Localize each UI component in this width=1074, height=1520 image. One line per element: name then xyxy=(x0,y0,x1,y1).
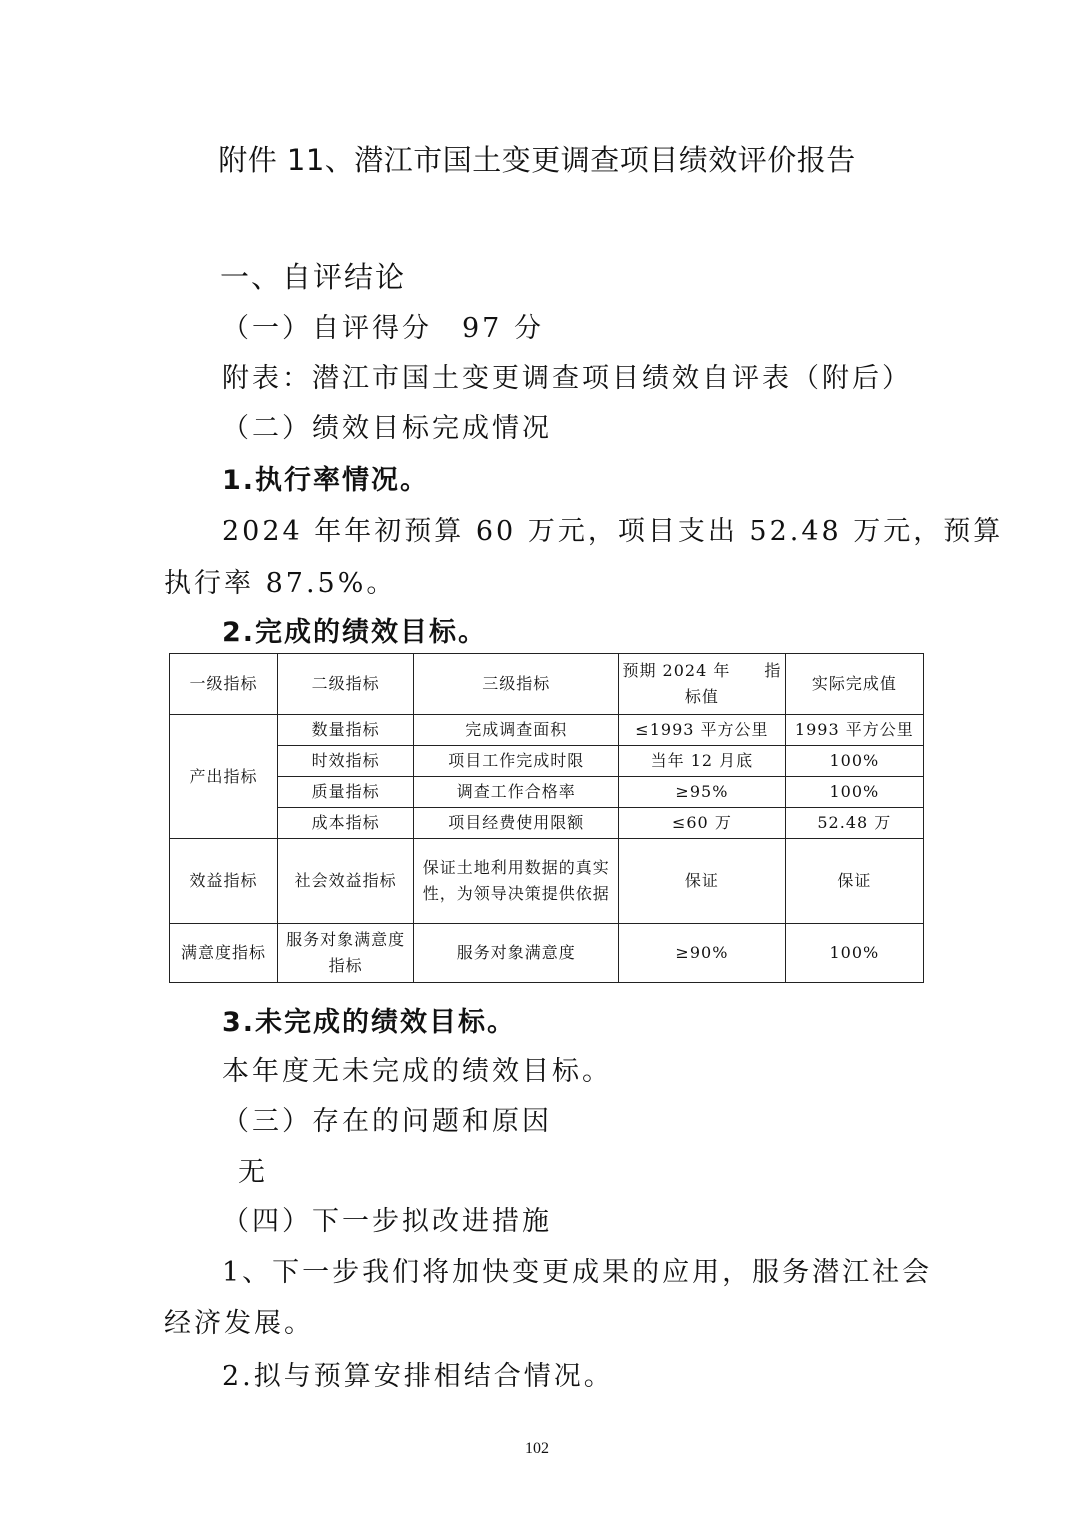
self-score-line: （一）自评得分 97 分 xyxy=(222,313,544,344)
cell-target: 保证 xyxy=(619,839,786,924)
cell-level2: 时效指标 xyxy=(278,746,414,777)
cell-target: ≥90% xyxy=(619,924,786,983)
table-row xyxy=(170,839,924,924)
cell-target: 当年 12 月底 xyxy=(619,746,786,777)
subsection-improvements: （四）下一步拟改进措施 xyxy=(222,1206,552,1237)
table-row xyxy=(170,808,924,839)
execution-rate-paragraph-line2: 执行率 87.5%。 xyxy=(164,568,397,599)
header-level1: 一级指标 xyxy=(170,654,278,715)
output-group-cell: 产出指标 xyxy=(170,715,278,839)
cell-actual: 1993 平方公里 xyxy=(785,715,923,746)
satisfaction-level1-cell: 满意度指标 xyxy=(170,924,278,983)
cell-level3: 项目经费使用限额 xyxy=(414,808,619,839)
benefit-level1-cell: 效益指标 xyxy=(170,839,278,924)
cell-level3: 保证土地利用数据的真实性，为领导决策提供依据 xyxy=(414,839,619,924)
execution-rate-paragraph-line1: 2024 年年初预算 60 万元，项目支出 52.48 万元，预算 xyxy=(222,516,1004,547)
section-heading-self-evaluation: 一、自评结论 xyxy=(220,260,407,294)
subsection-problems: （三）存在的问题和原因 xyxy=(222,1106,552,1137)
cell-level2: 成本指标 xyxy=(278,808,414,839)
improvement-paragraph-line1: 1、下一步我们将加快变更成果的应用，服务潜江社会 xyxy=(222,1257,933,1288)
table-row xyxy=(170,924,924,983)
cell-actual: 100% xyxy=(785,746,923,777)
header-level2: 二级指标 xyxy=(278,654,414,715)
document-title: 附件 11、潜江市国土变更调查项目绩效评价报告 xyxy=(218,143,856,177)
completed-targets-heading: 2.完成的绩效目标。 xyxy=(222,617,488,648)
table-row xyxy=(170,746,924,777)
cell-target: ≥95% xyxy=(619,777,786,808)
header-level3: 三级指标 xyxy=(414,654,619,715)
cell-actual: 保证 xyxy=(785,839,923,924)
budget-combination-line: 2.拟与预算安排相结合情况。 xyxy=(222,1361,614,1392)
cell-target: ≤60 万 xyxy=(619,808,786,839)
page-number: 102 xyxy=(525,1440,549,1457)
appendix-note: 附表：潜江市国土变更调查项目绩效自评表（附后） xyxy=(222,363,912,394)
cell-level3: 服务对象满意度 xyxy=(414,924,619,983)
cell-level2: 服务对象满意度指标 xyxy=(278,924,414,983)
cell-level3: 完成调查面积 xyxy=(414,715,619,746)
cell-actual: 100% xyxy=(785,777,923,808)
cell-level2: 社会效益指标 xyxy=(278,839,414,924)
uncompleted-targets-heading: 3.未完成的绩效目标。 xyxy=(222,1007,517,1038)
cell-level2: 数量指标 xyxy=(278,715,414,746)
execution-rate-heading: 1.执行率情况。 xyxy=(222,465,430,496)
cell-actual: 52.48 万 xyxy=(785,808,923,839)
subsection-targets: （二）绩效目标完成情况 xyxy=(222,413,552,444)
cell-target: ≤1993 平方公里 xyxy=(619,715,786,746)
header-actual: 实际完成值 xyxy=(785,654,923,715)
table-row xyxy=(170,777,924,808)
header-target: 预期 2024 年 指标值 xyxy=(619,654,786,715)
cell-level3: 项目工作完成时限 xyxy=(414,746,619,777)
cell-level3: 调查工作合格率 xyxy=(414,777,619,808)
cell-level2: 质量指标 xyxy=(278,777,414,808)
uncompleted-targets-text: 本年度无未完成的绩效目标。 xyxy=(222,1056,612,1087)
cell-actual: 100% xyxy=(785,924,923,983)
improvement-paragraph-line2: 经济发展。 xyxy=(164,1308,314,1339)
table-row xyxy=(170,715,924,746)
table-header-row xyxy=(170,654,924,715)
performance-table xyxy=(169,653,924,983)
problems-text: 无 xyxy=(238,1157,268,1188)
